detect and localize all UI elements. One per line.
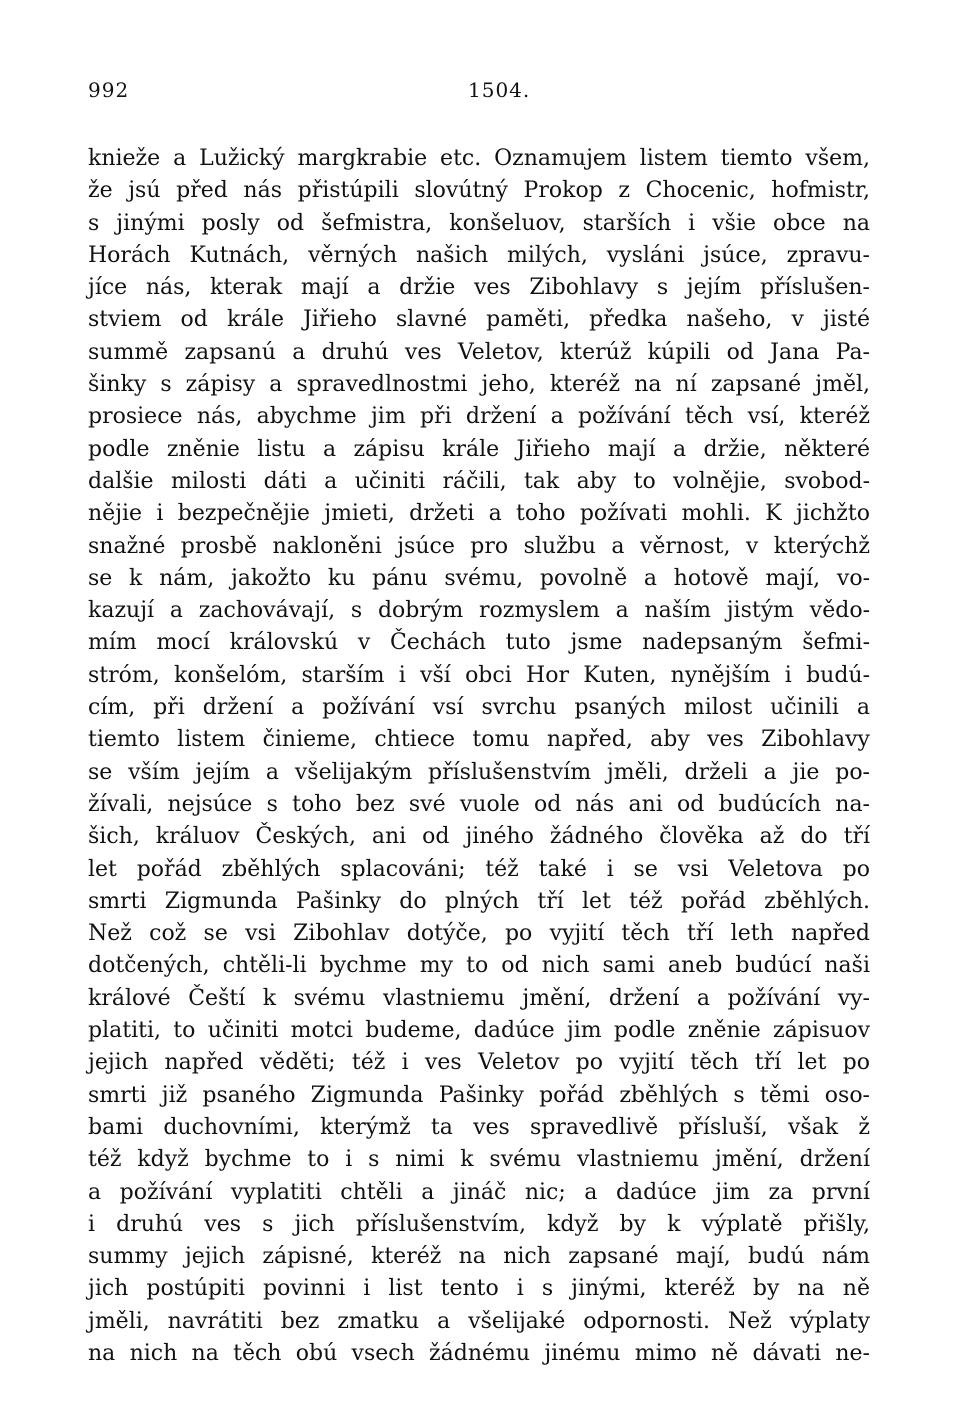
text-line: králové Čeští k svému vlastniemu jmění, držení a požívání vy- xyxy=(88,985,870,1011)
text-line: platiti, to učiniti motci budeme, dadúce jim podle zněnie zápisuov xyxy=(88,1018,870,1044)
page-number: 992 xyxy=(88,78,130,102)
text-line: šinky s zápisy a spravedlnostmi jeho, kteréž na ní zapsané jměl, xyxy=(88,372,870,398)
page-header xyxy=(88,78,870,108)
text-line: smrti Zigmunda Pašinky do plných tří let též pořád zběhlých. xyxy=(88,888,870,914)
text-line: bami duchovními, kterýmž ta ves spravedlivě přísluší, však ž xyxy=(88,1114,870,1140)
body-text xyxy=(88,143,870,1370)
text-line: jměli, navrátiti bez zmatku a všelijaké odpornosti. Než výplaty xyxy=(88,1308,870,1334)
text-line: knieže a Lužický margkrabie etc. Oznamujem listem tiemto všem, xyxy=(88,146,870,171)
text-line: na nich na těch obú vsech žádnému jinému mimo ně dávati ne- xyxy=(88,1340,870,1366)
text-line: cím, při držení a požívání vsí svrchu psaných milost učinili a xyxy=(88,695,870,721)
text-line: tiemto listem činieme, chtiece tomu napřed, aby ves Zibohlavy xyxy=(88,727,870,753)
text-line: podle zněnie listu a zápisu krále Jiřieho mají a držie, některé xyxy=(88,436,870,462)
text-line: stróm, konšelóm, starším i vší obci Hor Kuten, nynějším i budú- xyxy=(88,662,870,688)
text-line: kazují a zachovávají, s dobrým rozmyslem a naším jistým vědo- xyxy=(88,598,870,624)
text-line: dotčených, chtěli-li bychme my to od nich sami aneb budúcí naši xyxy=(88,953,870,979)
running-head-year: 1504. xyxy=(468,78,531,102)
text-line: summy jejich zápisné, kteréž na nich zapsané mají, budú nám xyxy=(88,1244,870,1270)
text-line: že jsú před nás přistúpili slovútný Prokop z Chocenic, hofmistr, xyxy=(88,178,870,204)
text-line: Než což se vsi Zibohlav dotýče, po vyjití těch tří leth napřed xyxy=(88,921,870,947)
text-line: let pořád zběhlých splacováni; též také i se vsi Veletova po xyxy=(88,856,870,882)
text-line: šich, králuov Českých, ani od jiného žádného člověka až do tří xyxy=(88,824,870,850)
text-line: se vším jejím a všelijakým příslušenstvím jměli, drželi a jie po- xyxy=(88,759,870,785)
text-line: mím mocí královskú v Čechách tuto jsme nadepsaným šefmi- xyxy=(88,630,870,656)
text-line: snažné prosbě nakloněni jsúce pro službu a věrnost, v kterýchž xyxy=(88,533,870,559)
text-line: též když bychme to i s nimi k svému vlastniemu jmění, držení xyxy=(88,1147,870,1173)
text-line: jich postúpiti povinni i list tento i s jinými, kteréž by na ně xyxy=(88,1276,870,1302)
text-line: prosiece nás, abychme jim při držení a požívání těch vsí, kteréž xyxy=(88,404,870,430)
text-line: summě zapsanú a druhú ves Veletov, kterúž kúpili od Jana Pa- xyxy=(88,339,870,365)
text-line: nějie i bezpečnějie jmieti, držeti a toho požívati mohli. K jichžto xyxy=(88,501,870,527)
text-line: žívali, nejsúce s toho bez své vuole od nás ani od budúcích na- xyxy=(88,791,870,817)
text-line: se k nám, jakožto ku pánu svému, povolně a hotově mají, vo- xyxy=(88,565,870,591)
text-line: stviem od krále Jiřieho slavné paměti, předka našeho, v jisté xyxy=(88,307,870,333)
text-line: s jinými posly od šefmistra, konšeluov, starších i všie obce na xyxy=(88,210,870,236)
text-line: Horách Kutnách, věrných našich milých, vysláni jsúce, zpravu- xyxy=(88,242,870,268)
text-line: smrti již psaného Zigmunda Pašinky pořád zběhlých s těmi oso- xyxy=(88,1082,870,1108)
text-line: jejich napřed věděti; též i ves Veletov po vyjití těch tří let po xyxy=(88,1050,870,1076)
text-line: a požívání vyplatiti chtěli a jináč nic; a dadúce jim za první xyxy=(88,1179,870,1205)
text-line: i druhú ves s jich příslušenstvím, když by k výplatě přišly, xyxy=(88,1211,870,1237)
text-line: jíce nás, kterak mají a držie ves Zibohlavy s jejím příslušen- xyxy=(88,275,870,301)
text-line: dalšie milosti dáti a učiniti ráčili, tak aby to volnějie, svobod- xyxy=(88,468,870,494)
